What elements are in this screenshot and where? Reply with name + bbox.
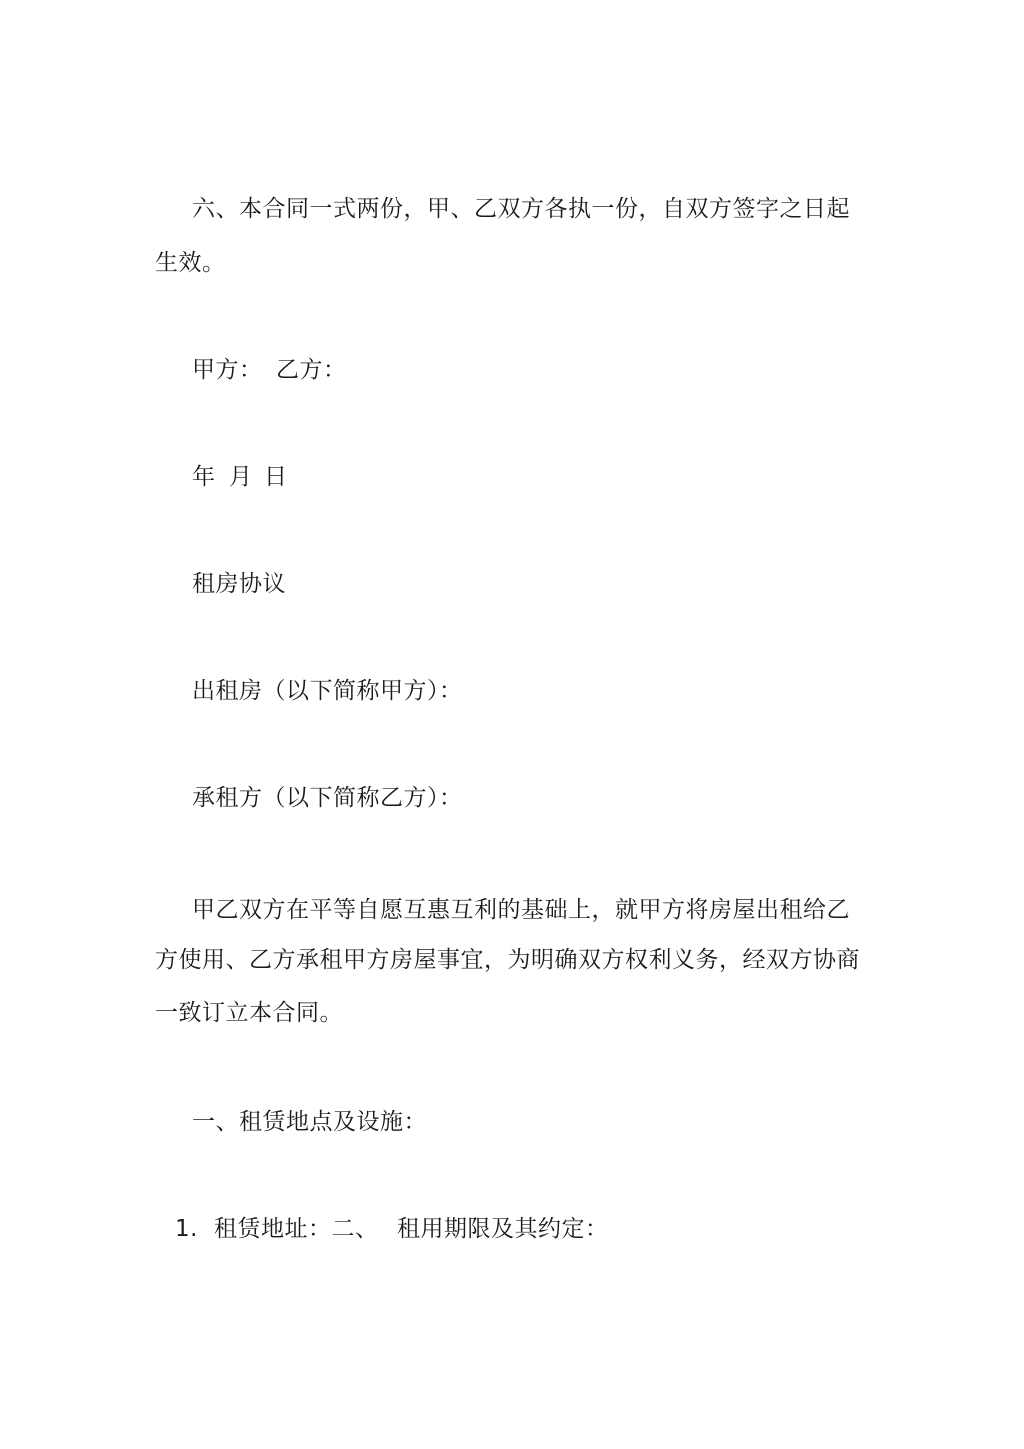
date-year: 年 xyxy=(192,464,216,490)
preamble-line-2: 方使用、乙方承租甲方房屋事宜，为明确双方权利义务，经双方协商 xyxy=(155,947,860,973)
date-day: 日 xyxy=(264,464,288,490)
party-b-label: 乙方： xyxy=(276,357,347,383)
preamble-line-1: 甲乙双方在平等自愿互惠互利的基础上，就甲方将房屋出租给乙 xyxy=(192,897,850,923)
lessor-line: 出租房（以下简称甲方）： xyxy=(192,678,463,704)
preamble-line-3: 一致订立本合同。 xyxy=(155,1000,343,1026)
section-one-heading: 一、租赁地点及设施： xyxy=(192,1109,427,1135)
date-month: 月 xyxy=(229,464,253,490)
lessee-line: 承租方（以下简称乙方）： xyxy=(192,785,463,811)
item-address: 租赁地址：二、 xyxy=(214,1216,379,1242)
section-two-heading: 租用期限及其约定： xyxy=(397,1216,609,1242)
item-number: 1. xyxy=(175,1216,198,1242)
agreement-title: 租房协议 xyxy=(192,571,286,597)
clause-six-line-2: 生效。 xyxy=(155,250,226,276)
clause-six-line-1: 六、本合同一式两份，甲、乙双方各执一份，自双方签字之日起 xyxy=(192,196,850,222)
party-a-label: 甲方： xyxy=(192,357,263,383)
